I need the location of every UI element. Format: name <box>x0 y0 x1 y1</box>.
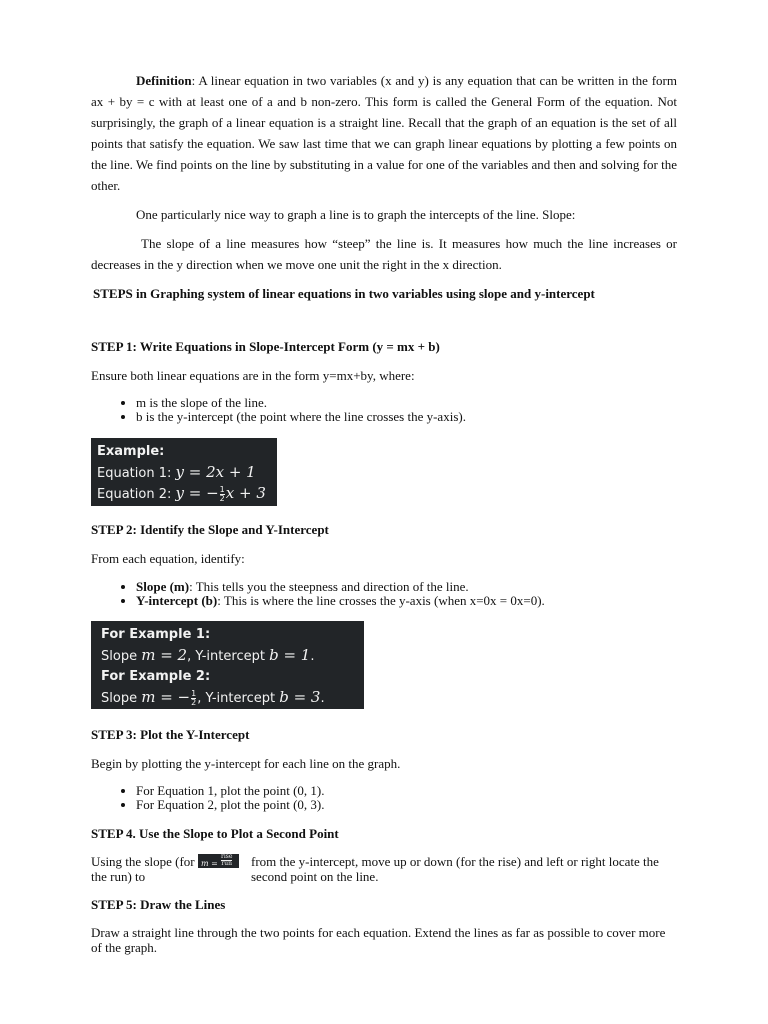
intercept-label: , Y-intercept <box>187 649 270 664</box>
example-1-title: For Example 1: <box>101 627 211 642</box>
step2-intro: From each equation, identify: <box>91 551 245 566</box>
intercept-label: , Y-intercept <box>197 691 280 706</box>
slope-formula-fraction <box>221 854 232 867</box>
slope-paragraph: The slope of a line measures how “steep” the line is. It measures how much the line increases or decreases in the y direction when we move one unit the right in the x direction. <box>91 236 677 272</box>
document-page <box>91 70 677 955</box>
list-item: • For Equation 2, plot the point (0, 3). <box>136 798 677 812</box>
slope-intercept-example-image <box>91 621 364 709</box>
equation-1-label: Equation 1: <box>97 466 176 481</box>
bullet-term: Slope (m) <box>136 579 190 594</box>
step1-bullet-list <box>91 396 677 424</box>
step3-heading: STEP 3: Plot the Y-Intercept <box>91 727 250 742</box>
period: . <box>320 691 325 706</box>
slope-formula-m: m = <box>201 859 218 869</box>
equation-2-math-pre: y = − <box>175 484 219 502</box>
bullet-text: : This tells you the steepness and direction of the line. <box>189 579 469 594</box>
list-item: • For Equation 1, plot the point (0, 1). <box>136 784 677 798</box>
list-item: • b is the y-intercept (the point where the line crosses the y-axis). <box>136 410 677 424</box>
definition-term: Definition <box>136 73 192 88</box>
fraction-denominator: run <box>221 860 233 868</box>
example-2-values <box>101 687 364 708</box>
equation-2-fraction <box>220 486 225 503</box>
intercepts-paragraph: One particularly nice way to graph a line is to graph the intercepts of the line. Slope: <box>136 207 576 222</box>
slope-fraction <box>191 690 196 707</box>
bullet-term: Y-intercept (b) <box>136 593 218 608</box>
main-heading: STEPS in Graphing system of linear equations in two variables using slope and y-intercept <box>93 286 595 301</box>
equation-2 <box>97 483 277 504</box>
definition-text: : A linear equation in two variables (x and y) is any equation that can be written in the form ax + by = c with at least one of a and b non-zero. This form is called the General Form of the equation. Not surprisingly, the graph of a linear equation is a straight line. Recall that the graph of an equation is the set of all points that satisfy the equation. We saw last time that we can graph linear equations by plotting a few points on the line. We find points on the line by substituting in a value for one of the variables and then and solving for the other. <box>91 73 677 193</box>
step3-bullet-list <box>91 784 677 812</box>
slope-formula <box>198 854 239 868</box>
slope-formula-image <box>198 854 239 870</box>
slope-label: Slope <box>101 649 142 664</box>
slope-label: Slope <box>101 691 142 706</box>
definition-paragraph <box>91 70 677 196</box>
step3-intro: Begin by plotting the y-intercept for each line on the graph. <box>91 756 401 771</box>
step4-paragraph <box>91 854 677 884</box>
equation-1-math: y = 2x + 1 <box>175 463 256 481</box>
fraction-denominator: 2 <box>191 698 197 707</box>
step4-text-left: Using the slope (for the run) to <box>91 854 195 884</box>
step4-text-right: from the y-intercept, move up or down (for the rise) and left or right locate the second point on the line. <box>251 854 659 884</box>
equation-1 <box>97 462 277 483</box>
bullet-text: : This is where the line crosses the y-axis (when x=0x = 0x=0). <box>217 593 545 608</box>
step5-text: Draw a straight line through the two points for each equation. Extend the lines as far as possible to cover more of the graph. <box>91 925 666 955</box>
step4-heading: STEP 4. Use the Slope to Plot a Second Point <box>91 826 339 841</box>
slope-value: m = 2 <box>141 646 188 664</box>
list-item: • m is the slope of the line. <box>136 396 677 410</box>
fraction-denominator: 2 <box>219 494 225 503</box>
example-title: Example: <box>97 444 165 459</box>
step5-heading: STEP 5: Draw the Lines <box>91 897 226 912</box>
period: . <box>310 649 315 664</box>
equation-example-image <box>91 438 277 506</box>
equation-2-math-post: x + 3 <box>225 484 266 502</box>
step1-intro: Ensure both linear equations are in the form y=mx+by, where: <box>91 368 415 383</box>
fraction-numerator: 1 <box>191 689 197 698</box>
example-1-values <box>101 645 364 666</box>
fraction-numerator: 1 <box>219 485 225 494</box>
example-2-title: For Example 2: <box>101 669 211 684</box>
intercept-value: b = 3 <box>279 688 321 706</box>
intercept-value: b = 1 <box>269 646 311 664</box>
list-item <box>136 594 677 608</box>
list-item <box>136 580 677 594</box>
step2-heading: STEP 2: Identify the Slope and Y-Intercept <box>91 522 329 537</box>
equation-2-label: Equation 2: <box>97 487 176 502</box>
step1-heading: STEP 1: Write Equations in Slope-Intercept Form (y = mx + b) <box>91 339 440 354</box>
step2-bullet-list <box>91 580 677 608</box>
slope-value: m = − <box>141 688 191 706</box>
fraction-numerator: rise <box>221 853 233 861</box>
